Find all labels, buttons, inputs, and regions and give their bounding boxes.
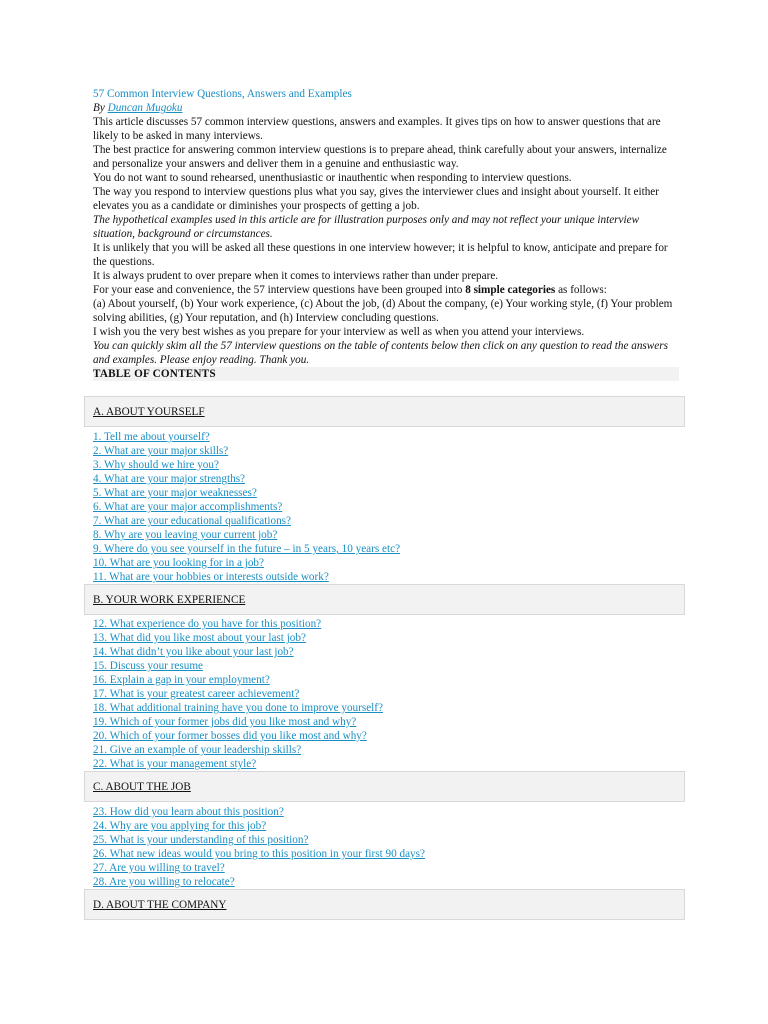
toc-question-link[interactable]: 2. What are your major skills? (93, 445, 229, 457)
unlikely-paragraph: It is unlikely that you will be asked all these questions in one interview however; it is helpful to know, anticipate and prepare for the questions. (93, 242, 668, 268)
best-practice-paragraph: The best practice for answering common interview questions is to prepare ahead, think carefully about your answers, internalize and personalize your answers and deliver them in a genuine and enthusiastic way. (93, 144, 667, 170)
toc-question-link[interactable]: 6. What are your major accomplishments? (93, 501, 283, 513)
toc-question-link[interactable]: 10. What are you looking for in a job? (93, 557, 264, 569)
toc-section-label: A. ABOUT YOURSELF (93, 406, 205, 418)
toc-question-link[interactable]: 25. What is your understanding of this position? (93, 834, 309, 846)
toc-question-link[interactable]: 17. What is your greatest career achievement? (93, 688, 300, 700)
sound-paragraph: You do not want to sound rehearsed, unenthusiastic or inauthentic when responding to interview questions. (93, 172, 572, 184)
toc-question-link[interactable]: 28. Are you willing to relocate? (93, 876, 235, 888)
toc-question-link[interactable]: 15. Discuss your resume (93, 660, 203, 672)
toc-section-label: B. YOUR WORK EXPERIENCE (93, 594, 246, 606)
toc-question-link[interactable]: 14. What didn’t you like about your last job? (93, 646, 294, 658)
byline (93, 101, 679, 115)
toc-section-d[interactable] (84, 889, 685, 920)
toc-question-link[interactable]: 4. What are your major strengths? (93, 473, 246, 485)
author-link[interactable]: Duncan Mugoku (107, 102, 183, 114)
toc-question-link[interactable]: 8. Why are you leaving your current job? (93, 529, 278, 541)
skim-paragraph: You can quickly skim all the 57 interview questions on the table of contents below then click on any question to read the answers and examples. Please enjoy reading. Thank you. (93, 340, 668, 366)
toc-section-c[interactable] (84, 771, 685, 802)
grouping-pre: For your ease and convenience, the 57 interview questions have been grouped into (93, 284, 466, 296)
toc-question-link[interactable]: 20. Which of your former bosses did you like most and why? (93, 730, 367, 742)
by-label: By (93, 102, 105, 114)
grouping-paragraph (93, 283, 679, 297)
grouping-bold: 8 simple categories (465, 284, 556, 296)
toc-question-link[interactable]: 5. What are your major weaknesses? (93, 487, 257, 499)
disclaimer-paragraph: The hypothetical examples used in this article are for illustration purposes only and may not reflect your unique interview situation, background or circumstances. (93, 214, 640, 240)
toc-section-label: C. ABOUT THE JOB (93, 781, 191, 793)
toc-list-c (93, 805, 683, 889)
toc-list-b (93, 617, 683, 771)
toc-heading: TABLE OF CONTENTS (93, 367, 679, 381)
toc-question-link[interactable]: 27. Are you willing to travel? (93, 862, 225, 874)
toc-question-link[interactable]: 18. What additional training have you done to improve yourself? (93, 702, 383, 714)
prudent-paragraph: It is always prudent to over prepare when it comes to interviews rather than under prepare. (93, 270, 499, 282)
toc-question-link[interactable]: 21. Give an example of your leadership skills? (93, 744, 302, 756)
toc-question-link[interactable]: 26. What new ideas would you bring to this position in your first 90 days? (93, 848, 425, 860)
toc-question-link[interactable]: 11. What are your hobbies or interests outside work? (93, 571, 329, 583)
toc-section-label: D. ABOUT THE COMPANY (93, 899, 227, 911)
article-title: 57 Common Interview Questions, Answers and Examples (93, 88, 352, 100)
toc-question-link[interactable]: 13. What did you like most about your last job? (93, 632, 306, 644)
toc-question-link[interactable]: 1. Tell me about yourself? (93, 431, 210, 443)
toc-list-a (93, 430, 683, 584)
intro-paragraph: This article discusses 57 common interview questions, answers and examples. It gives tips on how to answer questions that are likely to be asked in many interviews. (93, 116, 661, 142)
toc-question-link[interactable]: 19. Which of your former jobs did you like most and why? (93, 716, 357, 728)
toc-section-b[interactable] (84, 584, 685, 615)
grouping-post: as follows: (555, 284, 607, 296)
toc-section-a[interactable] (84, 396, 685, 427)
toc-question-link[interactable]: 3. Why should we hire you? (93, 459, 219, 471)
toc-question-link[interactable]: 23. How did you learn about this position? (93, 806, 284, 818)
categories-paragraph: (a) About yourself, (b) Your work experience, (c) About the job, (d) About the company, (e) Your working style, (f) Your problem solving abilities, (g) Your reputation, and (h) Interview concluding questions. (93, 298, 673, 324)
toc-question-link[interactable]: 16. Explain a gap in your employment? (93, 674, 270, 686)
toc-question-link[interactable]: 24. Why are you applying for this job? (93, 820, 267, 832)
toc-question-link[interactable]: 22. What is your management style? (93, 758, 257, 770)
article-intro (93, 87, 679, 381)
toc-question-link[interactable]: 12. What experience do you have for this position? (93, 618, 322, 630)
toc-question-link[interactable]: 7. What are your educational qualifications? (93, 515, 291, 527)
wish-paragraph: I wish you the very best wishes as you prepare for your interview as well as when you attend your interviews. (93, 326, 585, 338)
toc-question-link[interactable]: 9. Where do you see yourself in the future – in 5 years, 10 years etc? (93, 543, 401, 555)
respond-paragraph: The way you respond to interview questions plus what you say, gives the interviewer clues and insight about yourself. It either elevates you as a candidate or diminishes your prospects of getting a job. (93, 186, 659, 212)
